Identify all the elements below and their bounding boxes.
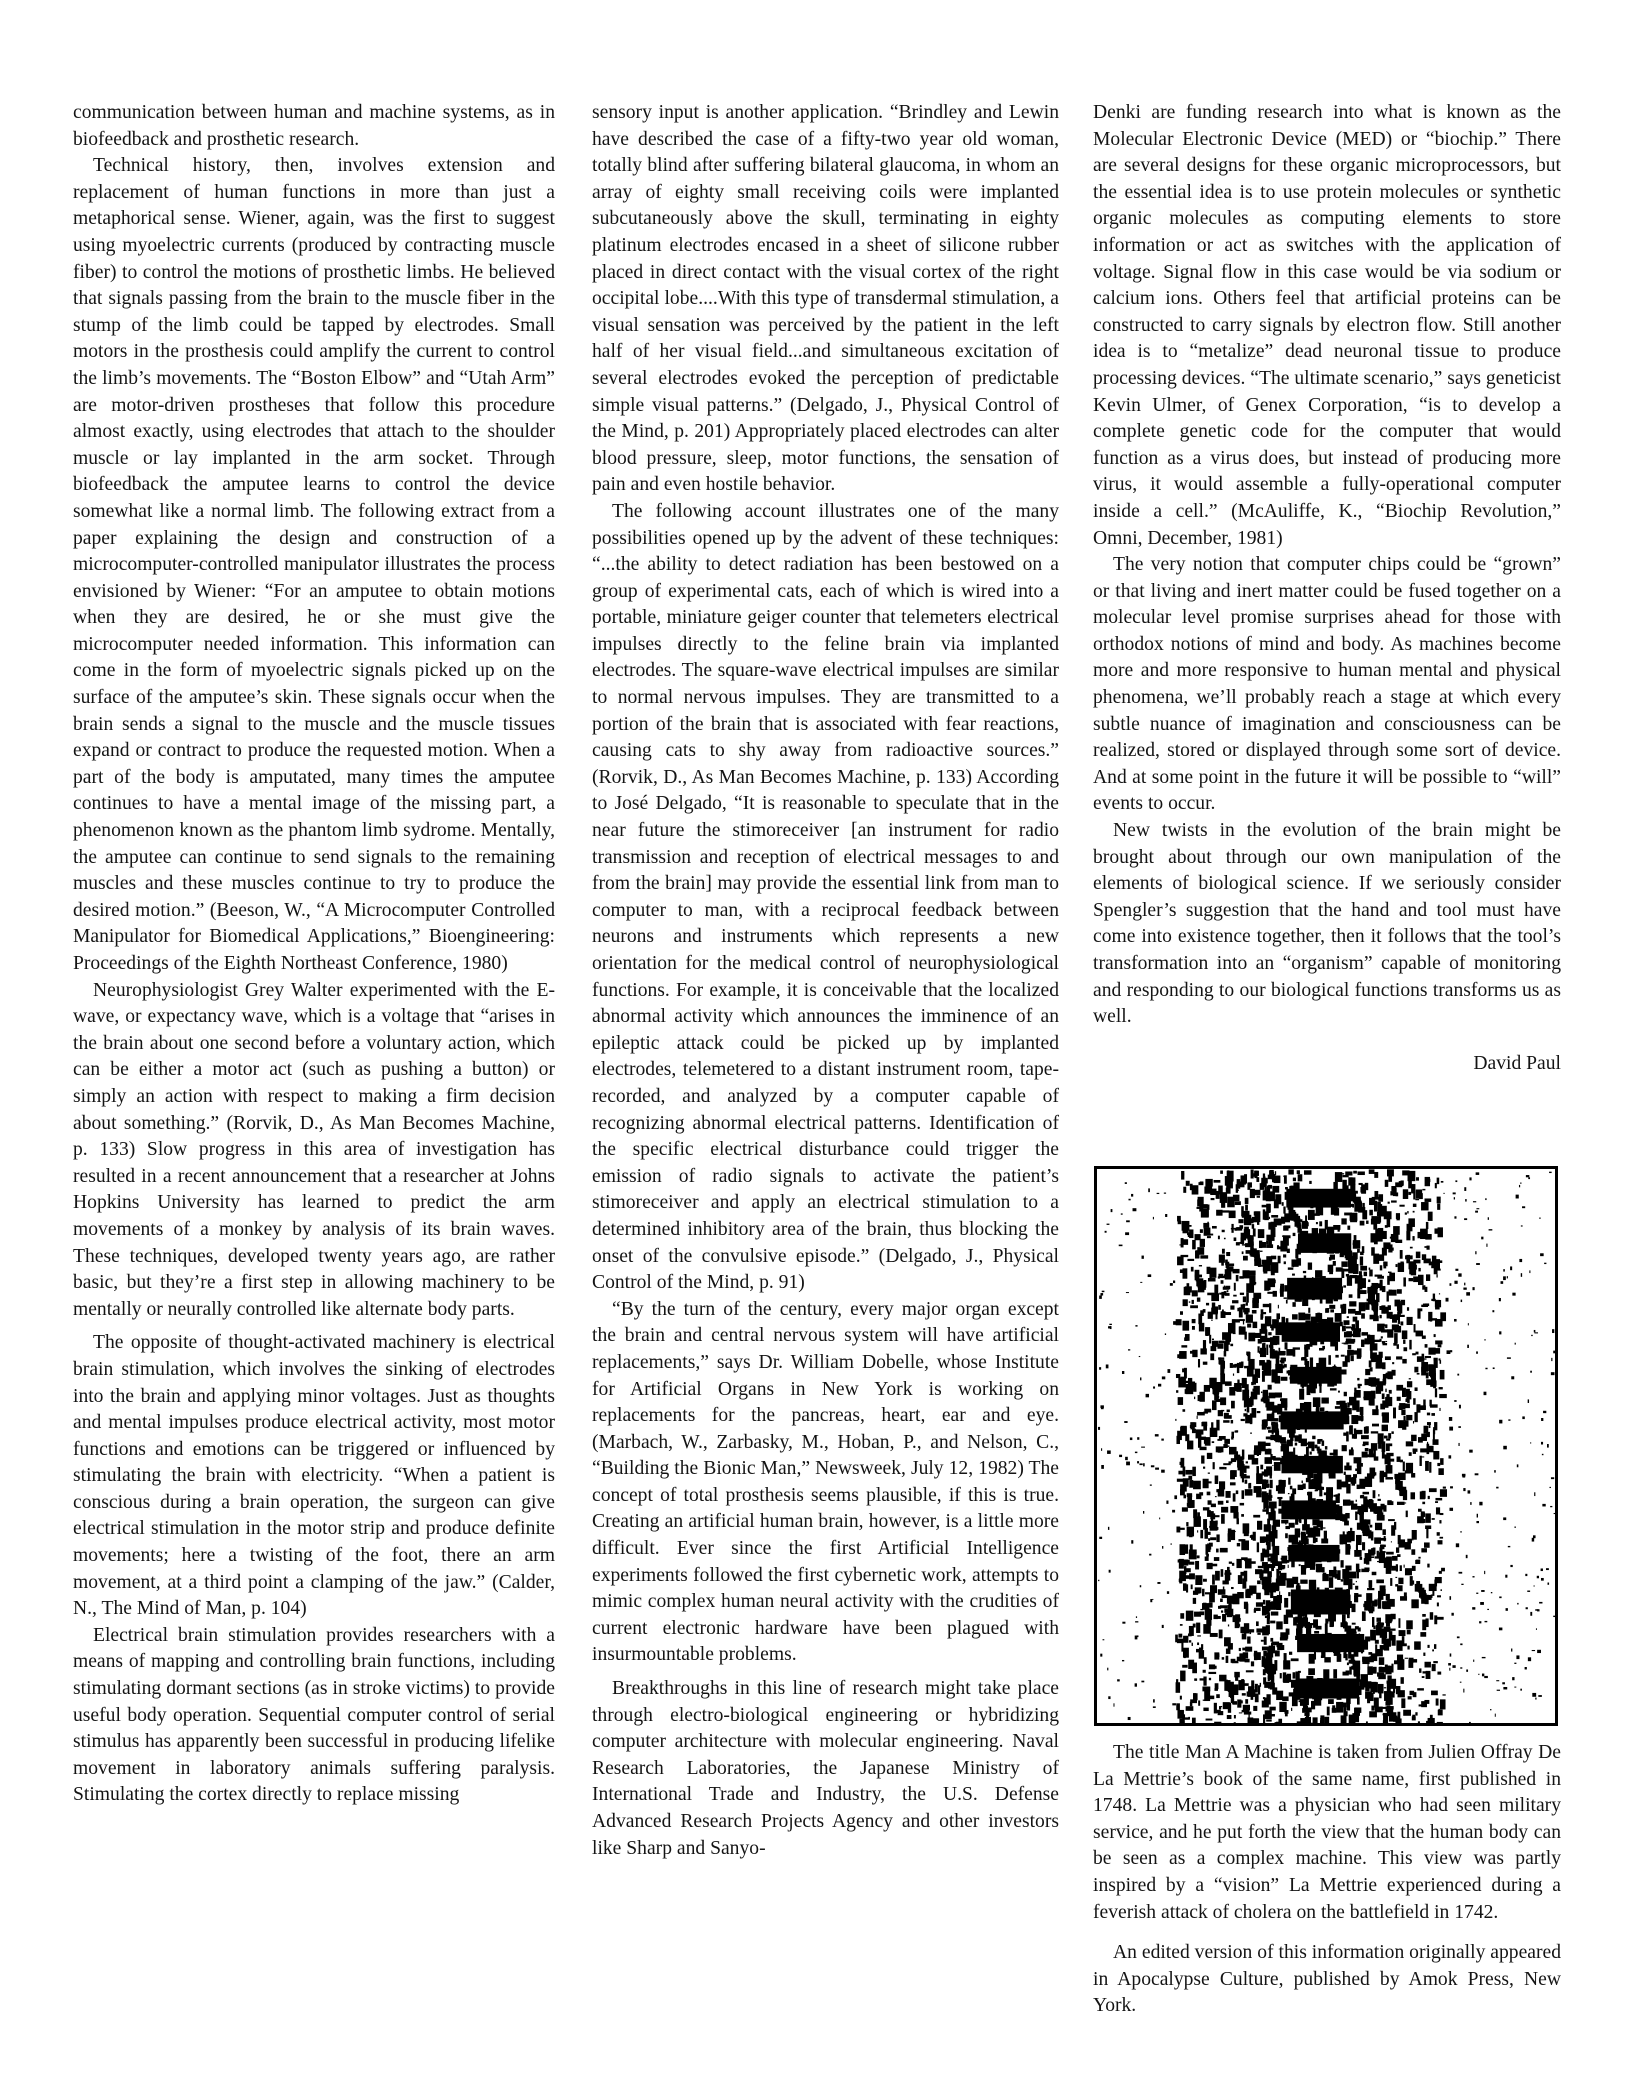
body-paragraph: sensory input is another application. “Brindley and Lewin have described the case of a fifty-two year old woman, totally blind after suffering bilateral glaucoma, in whom an array of eighty small receiving coils were implanted subcutaneously above the skull, terminating in eighty platinum electrodes encased in a sheet of silicone rubber placed in direct contact with the visual cortex of the right occipital lobe....With this type of transdermal stimulation, a visual sensation was perceived by the patient in the left half of her visual field...and simultaneous excitation of several electrodes evoked the perception of predictable simple visual patterns.” (Delgado, J., Physical Control of the Mind, p. 201) Appropriately placed electrodes can alter blood pressure, sleep, motor functions, the sensation of pain and even hostile behavior. — [592, 102, 1059, 496]
body-paragraph: “By the turn of the century, every major organ except the brain and central nervous system will have artificial replacements,” says Dr. William Dobelle, whose Institute for Artificial Organs in New York is working on replacements for the pancreas, heart, ear and eye. (Marbach, W., Zarbasky, M., Hoban, P., and Nelson, C., “Building the Bionic Man,” Newsweek, July 12, 1982) The concept of total prosthesis seems plausible, if this is true. Creating an artificial human brain, however, is a little more difficult. Ever since the first Artificial Intelligence experiments followed the first cybernetic work, attempts to mimic complex human neural activity with the crudities of current electronic hardware have been plagued with insurmountable problems. — [592, 1298, 1059, 1666]
spinal-image-figure — [1094, 1166, 1558, 1726]
body-paragraph: Neurophysiologist Grey Walter experimented with the E-wave, or expectancy wave, which is a voltage that “arises in the brain about one second before a voluntary action, which can be either a motor act (such as pushing a button) or simply an action with respect to making a firm decision about something.” (Rorvik, D., As Man Becomes Machine, p. 133) Slow progress in this area of investigation has resulted in a recent announcement that a researcher at Johns Hopkins University has learned to predict the arm movements of a monkey by analysis of its brain waves. These techniques, developed twenty years ago, are rather basic, but they’re a first step in allowing machinery to be mentally or neurally controlled like alternate body parts. — [73, 979, 555, 1320]
text-column-left — [73, 100, 555, 1809]
halftone-spine-illustration — [1097, 1169, 1555, 1723]
column-body — [1093, 100, 1561, 1031]
body-paragraph: Denki are funding research into what is known as the Molecular Electronic Device (MED) or “biochip.” There are several designs for these organic microprocessors, but the essential idea is to use protein molecules or synthetic organic molecules as computing elements to store information or act as switches with the application of voltage. Signal flow in this case would be via sodium or calcium ions. Others feel that artificial proteins can be constructed to carry signals by electron flow. Still another idea is to “metalize” dead neuronal tissue to produce processing devices. “The ultimate scenario,” says geneticist Kevin Ulmer, of Genex Corporation, “is to develop a complete genetic code for the computer that would function as a virus does, but instead of producing more virus, it would assemble a fully-operational computer inside a cell.” (McAuliffe, K., “Biochip Revolution,” Omni, December, 1981) — [1093, 102, 1561, 549]
body-paragraph: Electrical brain stimulation provides researchers with a means of mapping and controlling brain functions, including stimulating dormant sections (as in stroke victims) to provide useful body operation. Sequential computer control of serial stimulus has apparently been successful in producing lifelike movement in laboratory animals suffering paralysis. Stimulating the cortex directly to replace missing — [73, 1624, 555, 1806]
body-paragraph: The following account illustrates one of the many possibilities opened up by the advent of these techniques: “...the ability to detect radiation has been bestowed on a group of experimental cats, each of which is wired into a portable, miniature geiger counter that telemeters electrical impulses directly to the feline brain via implanted electrodes. The square-wave electrical impulses are similar to normal nervous impulses. They are transmitted to a portion of the brain that is associated with fear reactions, causing cats to shy away from radioactive sources.” (Rorvik, D., As Man Becomes Machine, p. 133) According to José Delgado, “It is reasonable to speculate that in the near future the stimoreceiver [an instrument for radio transmission and reception of electrical messages to and from the brain] may provide the essential link from man to computer to man, with a reciprocal feedback between neurons and instruments which represents a new orientation for the medical control of neurophysiological functions. For example, it is conceivable that the localized abnormal activity which announces the imminence of an epileptic attack could be picked up by implanted electrodes, telemetered to a distant instrument room, tape-recorded, and analyzed by a computer capable of recognizing abnormal electrical patterns. Identification of the specific electrical disturbance could trigger the emission of radio signals to activate the patient’s stimoreceiver and apply an electrical stimulation to a determined inhibitory area of the brain, thus blocking the onset of the convulsive episode.” (Delgado, J., Physical Control of the Mind, p. 91) — [592, 500, 1059, 1294]
caption-paragraph: The title Man A Machine is taken from Julien Offray De La Mettrie’s book of the same name, first published in 1748. La Mettrie was a physician who had seen military service, and he put forth the view that the human body can be seen as a complex machine. This view was partly inspired by a “vision” La Mettrie experienced during a feverish attack of cholera on the battlefield in 1742. — [1093, 1742, 1561, 1923]
body-paragraph: The very notion that computer chips could be “grown” or that living and inert matter could be fused together on a molecular level promise surprises ahead for those with orthodox notions of mind and body. As machines become more and more responsive to human mental and physical phenomena, we’ll probably reach a stage at which every subtle nuance of imagination and consciousness can be realized, stored or displayed through some sort of device. And at some point in the future it will be possible to “will” events to occur. — [1093, 554, 1561, 815]
body-paragraph: New twists in the evolution of the brain might be brought about through our own manipulation of the elements of biological science. If we seriously consider Spengler’s suggestion that the hand and tool must have come into existence together, then it follows that the tool’s transformation into an “organism” capable of monitoring and responding to our biological functions transforms us as well. — [1093, 820, 1561, 1028]
author-byline: David Paul — [1473, 1052, 1561, 1074]
body-paragraph: The opposite of thought-activated machinery is electrical brain stimulation, which involves the sinking of electrodes into the brain and applying minor voltages. Just as thoughts and mental impulses produce electrical activity, most motor functions and emotions can be triggered or influenced by stimulating the brain with electricity. “When a patient is conscious during a brain operation, the surgeon can give electrical stimulation in the motor strip and produce definite movements; here a twisting of the foot, there an arm movement, at a third point a clamping of the jaw.” (Calder, N., The Mind of Man, p. 104) — [73, 1332, 555, 1620]
text-column-right — [1093, 100, 1561, 1077]
caption-paragraph: An edited version of this information originally appeared in Apocalypse Culture, published by Amok Press, New York. — [1093, 1942, 1561, 2017]
body-paragraph: communication between human and machine systems, as in biofeedback and prosthetic research. — [73, 102, 555, 150]
text-column-middle — [592, 100, 1059, 1862]
figure-caption — [1093, 1740, 1561, 2020]
body-paragraph: Breakthroughs in this line of research might take place through electro-biological engineering or hybridizing computer architecture with molecular engineering. Naval Research Laboratories, the Japanese Ministry of International Trade and Industry, the U.S. Defense Advanced Research Projects Agency and other investors like Sharp and Sanyo- — [592, 1678, 1059, 1859]
body-paragraph: Technical history, then, involves extension and replacement of human functions in more than just a metaphorical sense. Wiener, again, was the first to suggest using myoelectric currents (produced by contracting muscle fiber) to control the motions of prosthetic limbs. He believed that signals passing from the brain to the muscle fiber in the stump of the limb could be tapped by electrodes. Small motors in the prosthesis could amplify the current to control the limb’s movements. The “Boston Elbow” and “Utah Arm” are motor-driven prostheses that follow this procedure almost exactly, using electrodes that attach to the shoulder muscle or lay implanted in the arm socket. Through biofeedback the amputee learns to control the device somewhat like a normal limb. The following extract from a paper explaining the design and construction of a microcomputer-controlled manipulator illustrates the process envisioned by Wiener: “For an amputee to obtain motions when they are desired, he or she must give the microcomputer needed information. This information can come in the form of myoelectric signals picked up on the surface of the amputee’s skin. These signals occur when the brain sends a signal to the muscle and the muscle tissues expand or contract to produce the requested motion. When a part of the body is amputated, many times the amputee continues to have a mental image of the missing part, a phenomenon known as the phantom limb sydrome. Mentally, the amputee can continue to send signals to the remaining muscles and these muscles continue to try to produce the desired motion.” (Beeson, W., “A Microcomputer Controlled Manipulator for Biomedical Applications,” Bioengineering: Proceedings of the Eighth Northeast Conference, 1980) — [73, 155, 555, 974]
